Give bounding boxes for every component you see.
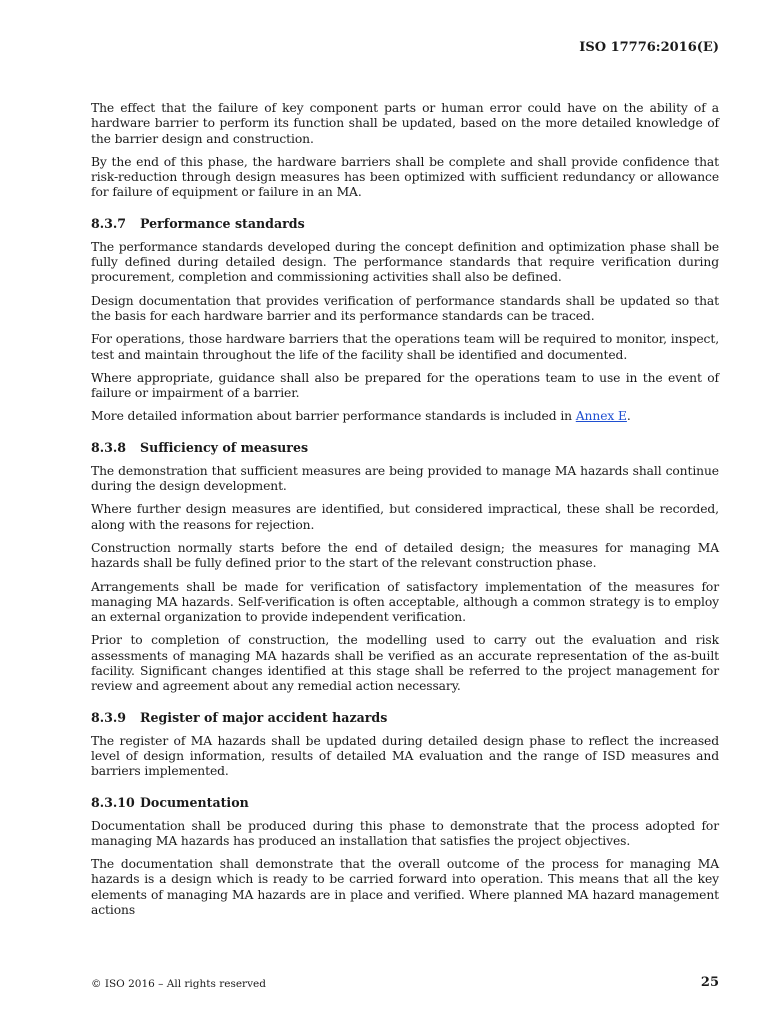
- paragraph-text: .: [626, 409, 631, 424]
- paragraph: Design documentation that provides verification of performance standards shall be updated so that the basis for each hardware barrier and its performance standards can be traced.: [91, 293, 719, 323]
- paragraph: Prior to completion of construction, the modelling used to carry out the evaluation and risk assessments of managing MA hazards shall be verified as an accurate representation of the as-built facility. Significant changes identified at this stage shall be referred to the project management for review and agreement about any remedial action necessary.: [91, 633, 719, 694]
- paragraph-text: More detailed information about barrier performance standards is included in: [91, 409, 576, 424]
- paragraph-with-annex-link: [91, 409, 719, 424]
- section-heading-8-3-9: [91, 710, 719, 725]
- paragraph: The demonstration that sufficient measures are being provided to manage MA hazards shall continue during the design development.: [91, 463, 719, 494]
- section-number: 8.3.10: [91, 794, 135, 810]
- section-number: 8.3.7: [91, 215, 127, 231]
- page-body: [91, 101, 719, 926]
- paragraph: The documentation shall demonstrate that the overall outcome of the process for managing MA hazards is a design which is ready to be carried forward into operation. This means that all the key elements of managing MA hazards are in place and verified. Where planned MA hazard management actions: [91, 857, 719, 917]
- page-number: 25: [700, 975, 719, 990]
- paragraph: The register of MA hazards shall be updated during detailed design phase to reflect the increased level of design information, results of detailed MA evaluation and the range of ISD measures and barriers implemented.: [91, 733, 719, 779]
- paragraph: For operations, those hardware barriers that the operations team will be required to monitor, inspect, test and maintain throughout the life of the facility shall be identified and documented.: [91, 332, 719, 362]
- section-title: Performance standards: [140, 215, 305, 231]
- paragraph: Where appropriate, guidance shall also be prepared for the operations team to use in the event of failure or impairment of a barrier.: [91, 370, 719, 401]
- section-number: 8.3.9: [91, 709, 127, 725]
- paragraph: Where further design measures are identified, but considered impractical, these shall be recorded, along with the reasons for rejection.: [91, 502, 719, 532]
- paragraph: The effect that the failure of key component parts or human error could have on the ability of a hardware barrier to perform its function shall be updated, based on the more detailed knowledge of the barrier design and construction.: [91, 101, 719, 146]
- section-title: Sufficiency of measures: [140, 439, 309, 455]
- section-number: 8.3.8: [91, 439, 127, 455]
- section-heading-8-3-8: [91, 440, 719, 455]
- document-id-header: ISO 17776:2016(E): [579, 40, 719, 55]
- paragraph: Arrangements shall be made for verification of satisfactory implementation of the measures for managing MA hazards. Self-verification is often acceptable, although a common strategy is to employ an external organization to provide independent verification.: [91, 579, 719, 625]
- section-title: Register of major accident hazards: [140, 709, 388, 725]
- section-heading-8-3-7: [91, 216, 719, 231]
- paragraph: Construction normally starts before the end of detailed design; the measures for managing MA hazards shall be fully defined prior to the start of the relevant construction phase.: [91, 540, 719, 571]
- section-heading-8-3-10: [91, 795, 719, 810]
- paragraph: By the end of this phase, the hardware barriers shall be complete and shall provide confidence that risk-reduction through design measures has been optimized with sufficient redundancy or allowance for failure of equipment or failure in an MA.: [91, 154, 719, 200]
- section-title: Documentation: [140, 794, 249, 810]
- paragraph: The performance standards developed during the concept definition and optimization phase shall be fully defined during detailed design. The performance standards that require verification during procurement, completion and commissioning activities shall also be defined.: [91, 239, 719, 285]
- paragraph: Documentation shall be produced during this phase to demonstrate that the process adopted for managing MA hazards has produced an installation that satisfies the project objectives.: [91, 818, 719, 848]
- annex-e-link[interactable]: Annex E: [575, 409, 627, 424]
- copyright-footer: © ISO 2016 – All rights reserved: [91, 978, 266, 990]
